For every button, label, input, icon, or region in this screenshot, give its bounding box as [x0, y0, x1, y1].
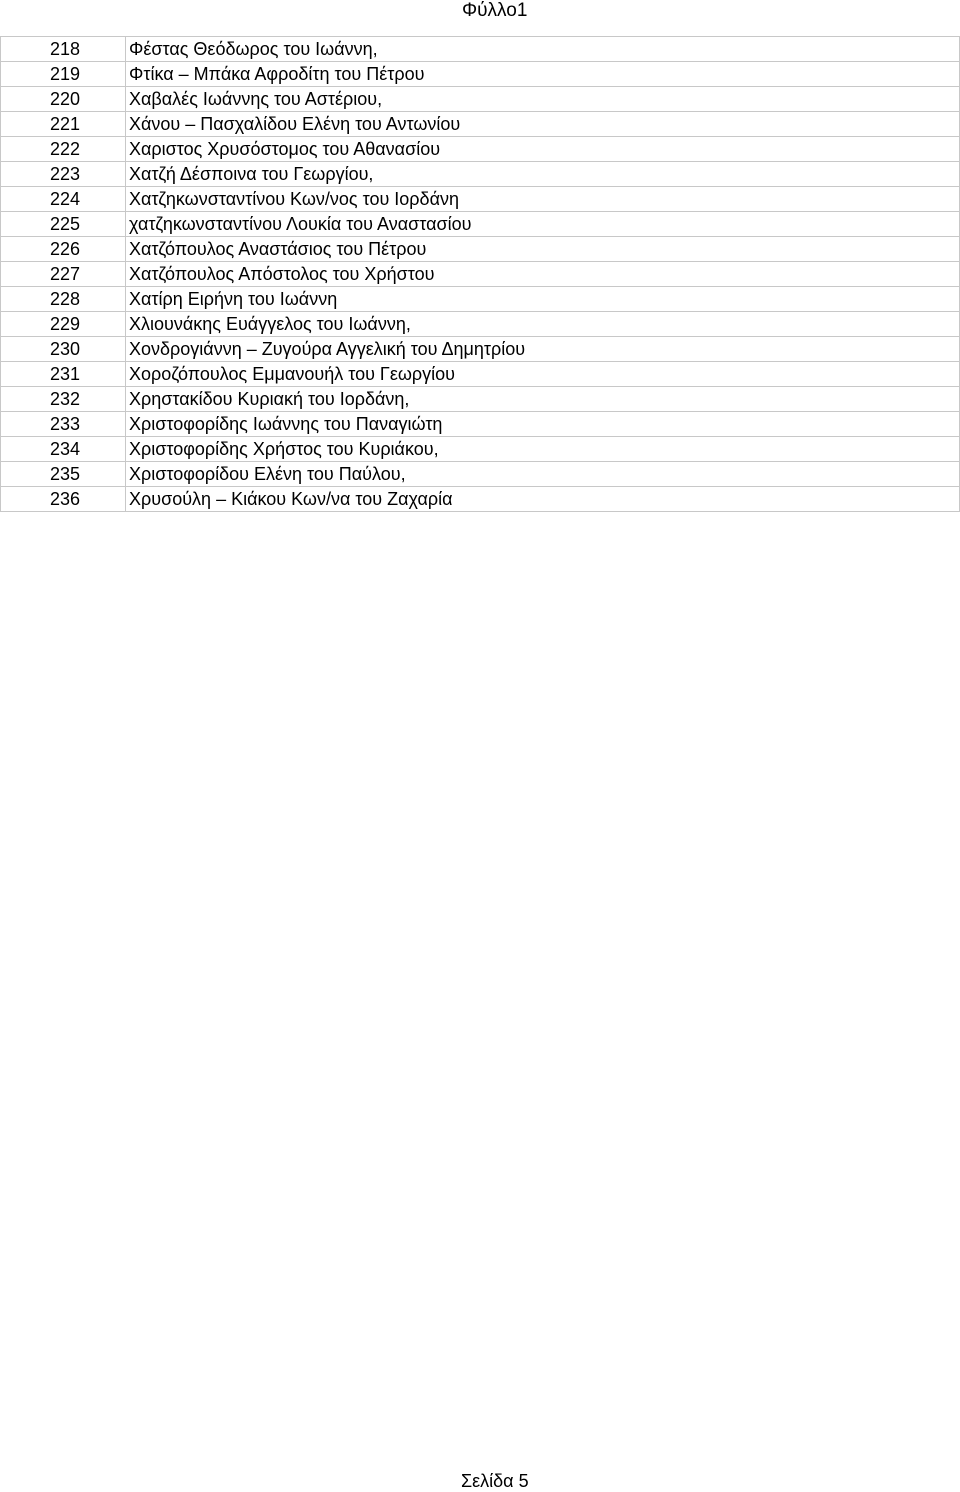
row-number: 225 [1, 212, 126, 237]
table-row [1, 487, 960, 512]
table-row [1, 212, 960, 237]
table-row [1, 287, 960, 312]
row-name: Χατζή Δέσποινα του Γεωργίου, [126, 162, 960, 187]
row-name: Χοροζόπουλος Εμμανουήλ του Γεωργίου [126, 362, 960, 387]
row-name: Χρυσούλη – Κιάκου Κων/να του Ζαχαρία [126, 487, 960, 512]
row-name: Χριστοφορίδης Ιωάννης του Παναγιώτη [126, 412, 960, 437]
table-row [1, 137, 960, 162]
table-row [1, 462, 960, 487]
table-row [1, 162, 960, 187]
row-name: Φέστας Θεόδωρος του Ιωάννη, [126, 37, 960, 62]
table-row [1, 187, 960, 212]
row-name: Χατίρη Ειρήνη του Ιωάννη [126, 287, 960, 312]
table-row [1, 437, 960, 462]
table-row [1, 37, 960, 62]
row-name: Χονδρογιάννη – Ζυγούρα Αγγελική του Δημητρίου [126, 337, 960, 362]
row-number: 234 [1, 437, 126, 462]
row-number: 220 [1, 87, 126, 112]
table-row [1, 112, 960, 137]
row-name: Φτίκα – Μπάκα Αφροδίτη του Πέτρου [126, 62, 960, 87]
row-number: 226 [1, 237, 126, 262]
row-number: 223 [1, 162, 126, 187]
page-number: Σελίδα 5 [461, 1471, 529, 1491]
row-name: χατζηκωνσταντίνου Λουκία του Αναστασίου [126, 212, 960, 237]
row-name: Χατζόπουλος Αναστάσιος του Πέτρου [126, 237, 960, 262]
table-row [1, 87, 960, 112]
row-number: 235 [1, 462, 126, 487]
row-number: 232 [1, 387, 126, 412]
table-row [1, 312, 960, 337]
row-number: 229 [1, 312, 126, 337]
row-number: 218 [1, 37, 126, 62]
row-name: Χριστοφορίδης Χρήστος του Κυριάκου, [126, 437, 960, 462]
table-row [1, 262, 960, 287]
row-name: Χριστοφορίδου Ελένη του Παύλου, [126, 462, 960, 487]
table-row [1, 362, 960, 387]
table-row [1, 237, 960, 262]
names-table [0, 36, 960, 512]
row-name: Χατζόπουλος Απόστολος του Χρήστου [126, 262, 960, 287]
row-name: Χατζηκωνσταντίνου Κων/νος του Ιορδάνη [126, 187, 960, 212]
table-row [1, 387, 960, 412]
row-number: 222 [1, 137, 126, 162]
row-number: 231 [1, 362, 126, 387]
row-number: 230 [1, 337, 126, 362]
row-number: 227 [1, 262, 126, 287]
row-name: Χαριστος Χρυσόστομος του Αθανασίου [126, 137, 960, 162]
row-name: Χάνου – Πασχαλίδου Ελένη του Αντωνίου [126, 112, 960, 137]
table-row [1, 412, 960, 437]
row-number: 219 [1, 62, 126, 87]
names-table-body [1, 37, 960, 512]
row-number: 224 [1, 187, 126, 212]
row-name: Χλιουνάκης Ευάγγελος του Ιωάννη, [126, 312, 960, 337]
row-number: 228 [1, 287, 126, 312]
table-row [1, 337, 960, 362]
row-number: 221 [1, 112, 126, 137]
row-number: 236 [1, 487, 126, 512]
row-name: Χρηστακίδου Κυριακή του Ιορδάνη, [126, 387, 960, 412]
row-name: Χαβαλές Ιωάννης του Αστέριου, [126, 87, 960, 112]
sheet-title: Φύλλο1 [462, 0, 528, 21]
table-row [1, 62, 960, 87]
row-number: 233 [1, 412, 126, 437]
